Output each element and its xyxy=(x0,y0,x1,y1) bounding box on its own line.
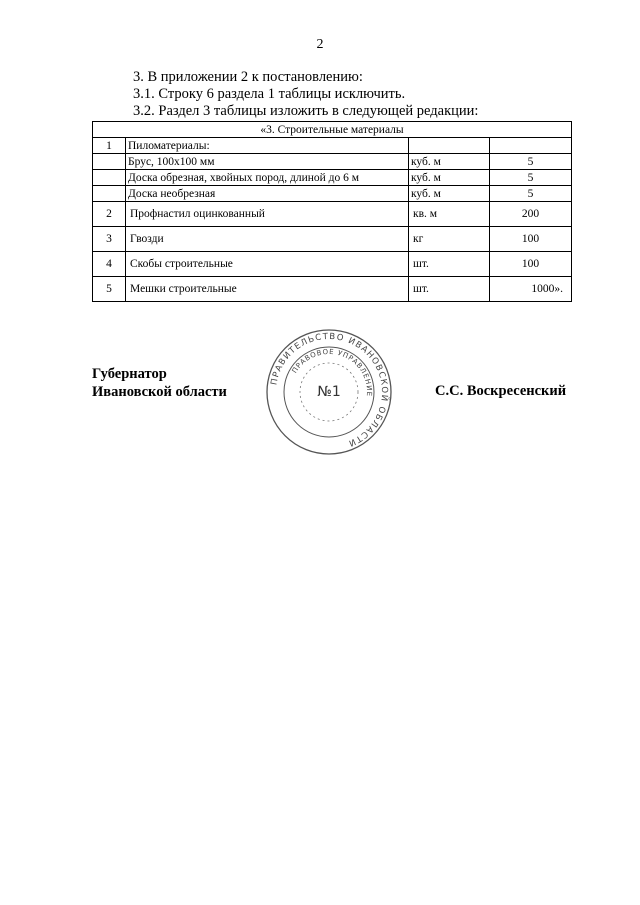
seal-center-number: №1 xyxy=(317,384,341,400)
signer-title-line-2: Ивановской области xyxy=(92,384,227,400)
item-quantity: 5 xyxy=(490,154,572,170)
intro-line-2: 3.1. Строку 6 раздела 1 таблицы исключить. xyxy=(133,86,406,102)
item-quantity: 200 xyxy=(490,202,572,227)
row-number: 2 xyxy=(93,202,126,227)
item-unit: куб. м xyxy=(409,186,490,202)
item-name: Профнастил оцинкованный xyxy=(126,202,409,227)
intro-line-3: 3.2. Раздел 3 таблицы изложить в следующей редакции: xyxy=(133,103,479,119)
row-number: 3 xyxy=(93,227,126,252)
item-name: Пиломатериалы: xyxy=(126,138,409,154)
item-unit: шт. xyxy=(409,252,490,277)
seal-inner-text: ПРАВОВОЕ УПРАВЛЕНИЕ xyxy=(290,347,374,398)
table-row xyxy=(93,154,572,170)
row-number xyxy=(93,186,126,202)
item-unit xyxy=(409,138,490,154)
row-number xyxy=(93,154,126,170)
table-row xyxy=(93,202,572,227)
item-name: Скобы строительные xyxy=(126,252,409,277)
item-quantity: 5 xyxy=(490,170,572,186)
item-quantity: 100 xyxy=(490,227,572,252)
table-row xyxy=(93,277,572,302)
item-quantity xyxy=(490,138,572,154)
row-number xyxy=(93,170,126,186)
table-row xyxy=(93,170,572,186)
item-quantity: 100 xyxy=(490,252,572,277)
table-header-row xyxy=(93,122,572,138)
item-quantity: 5 xyxy=(490,186,572,202)
item-unit: куб. м xyxy=(409,170,490,186)
row-number: 4 xyxy=(93,252,126,277)
signer-name: С.С. Воскресенский xyxy=(435,383,567,399)
item-unit: куб. м xyxy=(409,154,490,170)
item-unit: кг xyxy=(409,227,490,252)
intro-line-1: 3. В приложении 2 к постановлению: xyxy=(133,69,363,85)
item-unit: кв. м xyxy=(409,202,490,227)
item-name: Мешки строительные xyxy=(126,277,409,302)
table-row xyxy=(93,227,572,252)
item-quantity: 1000». xyxy=(490,277,572,302)
table-row xyxy=(93,252,572,277)
item-name: Брус, 100х100 мм xyxy=(126,154,409,170)
item-unit: шт. xyxy=(409,277,490,302)
page-number: 2 xyxy=(316,37,324,52)
row-number: 1 xyxy=(93,138,126,154)
signer-title-line-1: Губернатор xyxy=(92,366,167,382)
item-name: Гвозди xyxy=(126,227,409,252)
row-number: 5 xyxy=(93,277,126,302)
item-name: Доска необрезная xyxy=(126,186,409,202)
table-row xyxy=(93,186,572,202)
table-row xyxy=(93,138,572,154)
materials-table xyxy=(92,121,572,302)
item-name: Доска обрезная, хвойных пород, длиной до 6 м xyxy=(126,170,409,186)
section-header: «3. Строительные материалы xyxy=(93,122,572,138)
seal-ring-text: ПРАВИТЕЛЬСТВО ИВАНОВСКОЙ ОБЛАСТИ xyxy=(269,331,390,449)
official-seal xyxy=(265,328,393,456)
signer-title xyxy=(92,365,227,401)
